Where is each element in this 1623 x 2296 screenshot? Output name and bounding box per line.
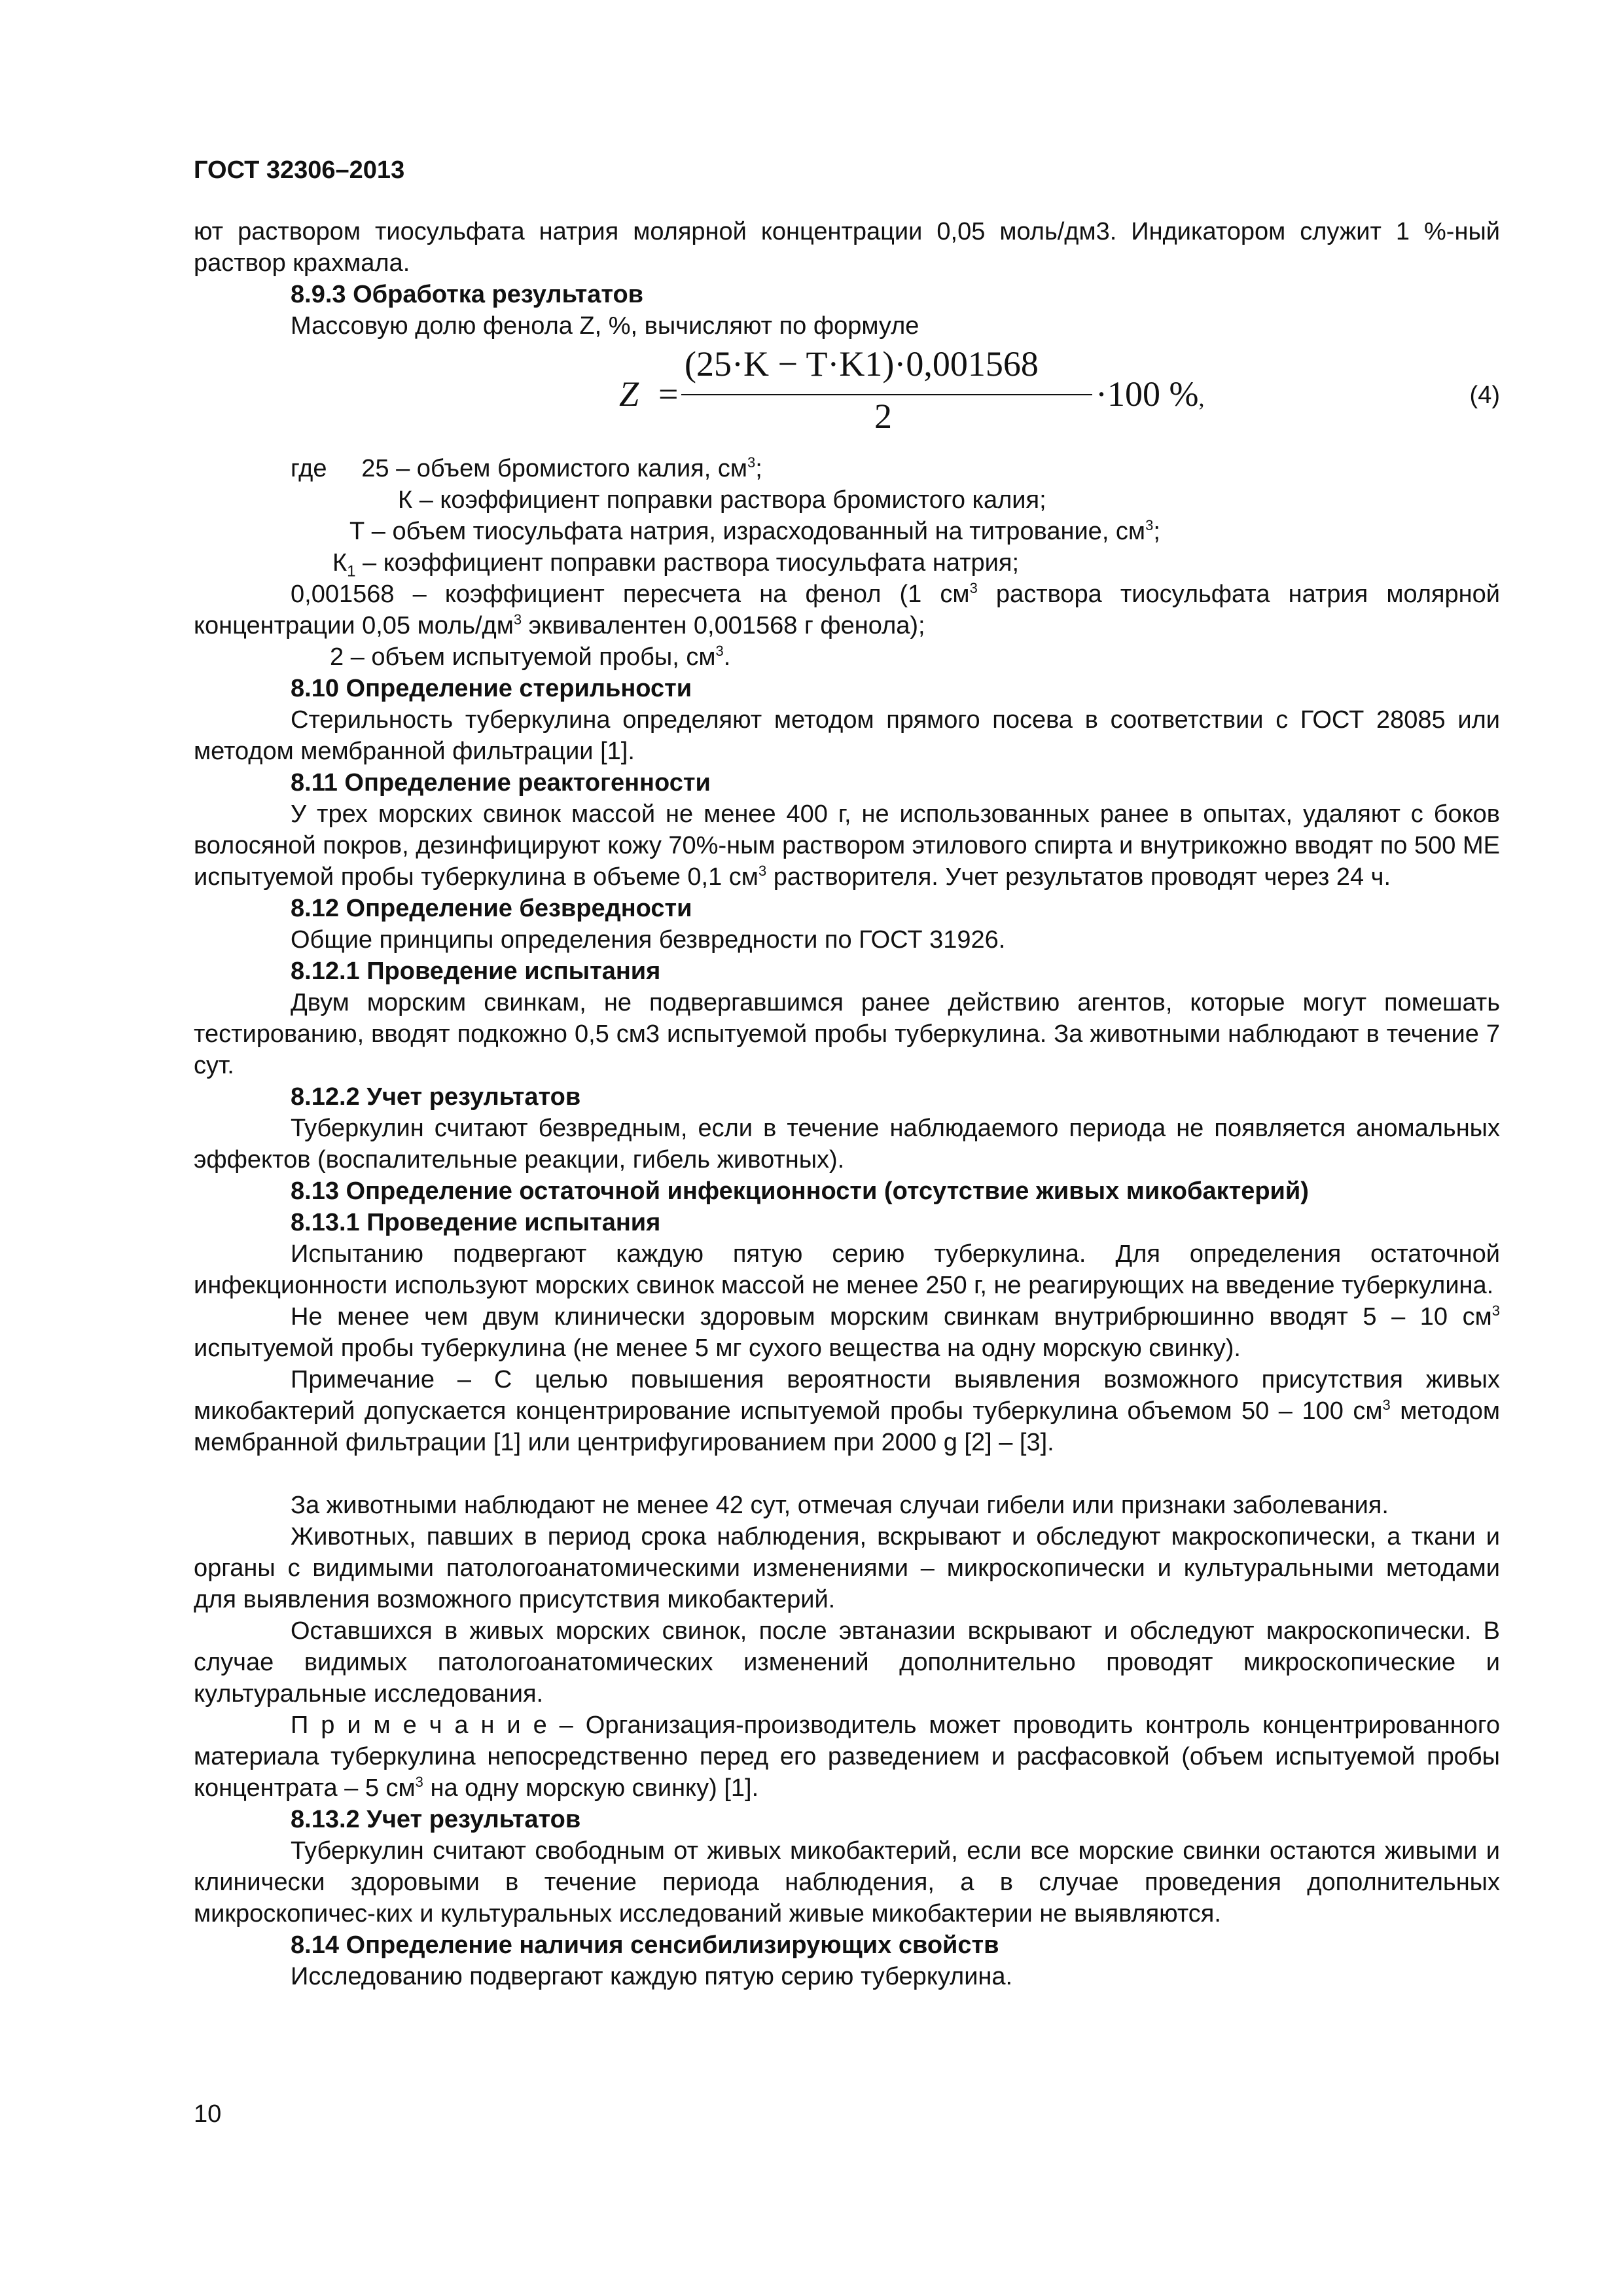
formula-lhs: Z	[619, 374, 639, 414]
definition-25: где 25 – объем бромистого калия, $см^3$;	[291, 454, 762, 482]
section-heading-8-13-2: 8.13.2 Учет результатов	[291, 1806, 581, 1833]
definition-coefficient: 0,001568 – коэффициент пересчета на фенол (1 $см^3$ раствора тиосульфата натрия молярной концентрации 0,05 моль/$дм^3$ эквивалентен 0,001568 г фенола);	[194, 580, 1500, 639]
definition-t: Т – объем тиосульфата натрия, израсходованный на титрование, $см^3$;	[349, 517, 1160, 545]
section-heading-8-12: 8.12 Определение безвредности	[291, 895, 692, 922]
formula-block	[194, 342, 1500, 453]
paragraph-8-13-2: Туберкулин считают свободным от живых микобактерий, если все морские свинки остаются живыми и клинически здоровыми в течение периода наблюдения, а в случае проведения дополнительных микроскопичес-ких и культуральных исследований живые микобактерии не выявляются.	[194, 1837, 1500, 1928]
paragraph-8-12: Общие принципы определения безвредности по ГОСТ 31926.	[291, 926, 1006, 954]
paragraph-8-14: Исследованию подвергают каждую пятую серию туберкулина.	[291, 1963, 1013, 1990]
section-heading-8-13-1: 8.13.1 Проведение испытания	[291, 1209, 661, 1236]
paragraph-8-11: У трех морских свинок массой не менее 400 г, не использованных ранее в опытах, удаляют с боков волосяной покров, дезинфицируют кожу 70%-ным раствором этилового спирта и внутрикожно вводят по 500 МЕ испытуемой пробы туберкулина в объеме 0,1 $см^3$ растворителя. Учет результатов проводят через 24 ч.	[194, 800, 1500, 891]
page-number: 10	[194, 2100, 222, 2128]
paragraph-8-12-1: Двум морским свинкам, не подвергавшимся ранее действию агентов, которые могут помешать тестированию, вводят подкожно 0,5 см3 испытуемой пробы туберкулина. За животными наблюдают в течение 7 сут.	[194, 989, 1500, 1079]
note-label: П р и м е ч а н и е	[291, 1712, 547, 1739]
definition-k1: $К_1$ – коэффициент поправки раствора тиосульфата натрия;	[332, 549, 1020, 581]
paragraph-gap	[194, 1458, 1500, 1490]
section-heading-8-10: 8.10 Определение стерильности	[291, 675, 692, 702]
section-heading-8-12-2: 8.12.2 Учет результатов	[291, 1083, 581, 1111]
paragraph-8-13-1-c: За животными наблюдают не менее 42 сут, отмечая случаи гибели или признаки заболевания.	[291, 1492, 1389, 1519]
definition-k: К – коэффициент поправки раствора бромистого калия;	[398, 486, 1046, 514]
section-heading-8-14: 8.14 Определение наличия сенсибилизирующих свойств	[291, 1931, 999, 1959]
paragraph-8-10: Стерильность туберкулина определяют методом прямого посева в соответствии с ГОСТ 28085 или методом мембранной фильтрации [1].	[194, 706, 1500, 765]
section-heading-8-13: 8.13 Определение остаточной инфекционности (отсутствие живых микобактерий)	[291, 1177, 1309, 1205]
document-header: ГОСТ 32306–2013	[194, 156, 405, 184]
formula-equals: =	[658, 374, 679, 414]
paragraph-8-13-1-a: Испытанию подвергают каждую пятую серию туберкулина. Для определения остаточной инфекционности используют морских свинок массой не менее 250 г, не реагирующих на введение туберкулина.	[194, 1240, 1500, 1299]
paragraph-8-12-2: Туберкулин считают безвредным, если в течение наблюдаемого периода не появляется аномальных эффектов (воспалительные реакции, гибель животных).	[194, 1115, 1500, 1174]
formula-tail: ·100 %,	[1096, 374, 1205, 414]
paragraph-continuation: ют раствором тиосульфата натрия молярной концентрации 0,05 моль/дм3. Индикатором служит 1 %-ный раствор крахмала.	[194, 218, 1500, 277]
paragraph-8-13-1-note: Примечание – С целью повышения вероятности выявления возможного присутствия живых микобактерий допускается концентрирование испытуемой пробы туберкулина объемом 50 – 100 $см^3$ методом мембранной фильтрации [1] или центрифугированием при 2000 g [2] – [3].	[194, 1366, 1501, 1456]
paragraph-formula-intro: Массовую долю фенола Z, %, вычисляют по формуле	[291, 312, 919, 340]
document-body	[194, 216, 1500, 1992]
formula-denominator: 2	[874, 397, 892, 436]
formula-number: (4)	[1469, 382, 1500, 409]
paragraph-8-13-1-note2: П р и м е ч а н и е – Организация-производитель может проводить контроль концентрированного материала туберкулина непосредственно перед его разведением и расфасовкой (объем испытуемой пробы концентрата – 5 $см^3$ на одну морскую свинку) [1].	[194, 1712, 1500, 1802]
paragraph-8-13-1-b: Не менее чем двум клинически здоровым морским свинкам внутрибрюшинно вводят 5 – 10 $см^3$ испытуемой пробы туберкулина (не менее 5 мг сухого вещества на одну морскую свинку).	[194, 1302, 1500, 1362]
formula-multiplier: ·100 %	[1096, 374, 1199, 414]
formula-numerator: (25·K − T·K1)·0,001568	[685, 344, 1039, 384]
section-heading-8-9-3: 8.9.3 Обработка результатов	[291, 281, 644, 308]
paragraph-8-13-1-d: Животных, павших в период срока наблюдения, вскрывают и обследуют макроскопически, а ткани и органы с видимыми патологоанатомическими изменениями – микроскопически и культуральными методами для выявления возможного присутствия микобактерий.	[194, 1523, 1500, 1613]
formula-fraction-bar	[681, 394, 1092, 395]
section-heading-8-11: 8.11 Определение реактогенности	[291, 769, 711, 797]
definition-2: 2 – объем испытуемой пробы, $см^3$.	[330, 643, 731, 671]
paragraph-8-13-1-e: Оставшихся в живых морских свинок, после эвтаназии вскрывают и обследуют макроскопически. В случае видимых патологоанатомических изменений дополнительно проводят микроскопические и культуральные исследования.	[194, 1617, 1500, 1708]
definition-where-label: где	[291, 455, 327, 482]
section-heading-8-12-1: 8.12.1 Проведение испытания	[291, 958, 661, 985]
